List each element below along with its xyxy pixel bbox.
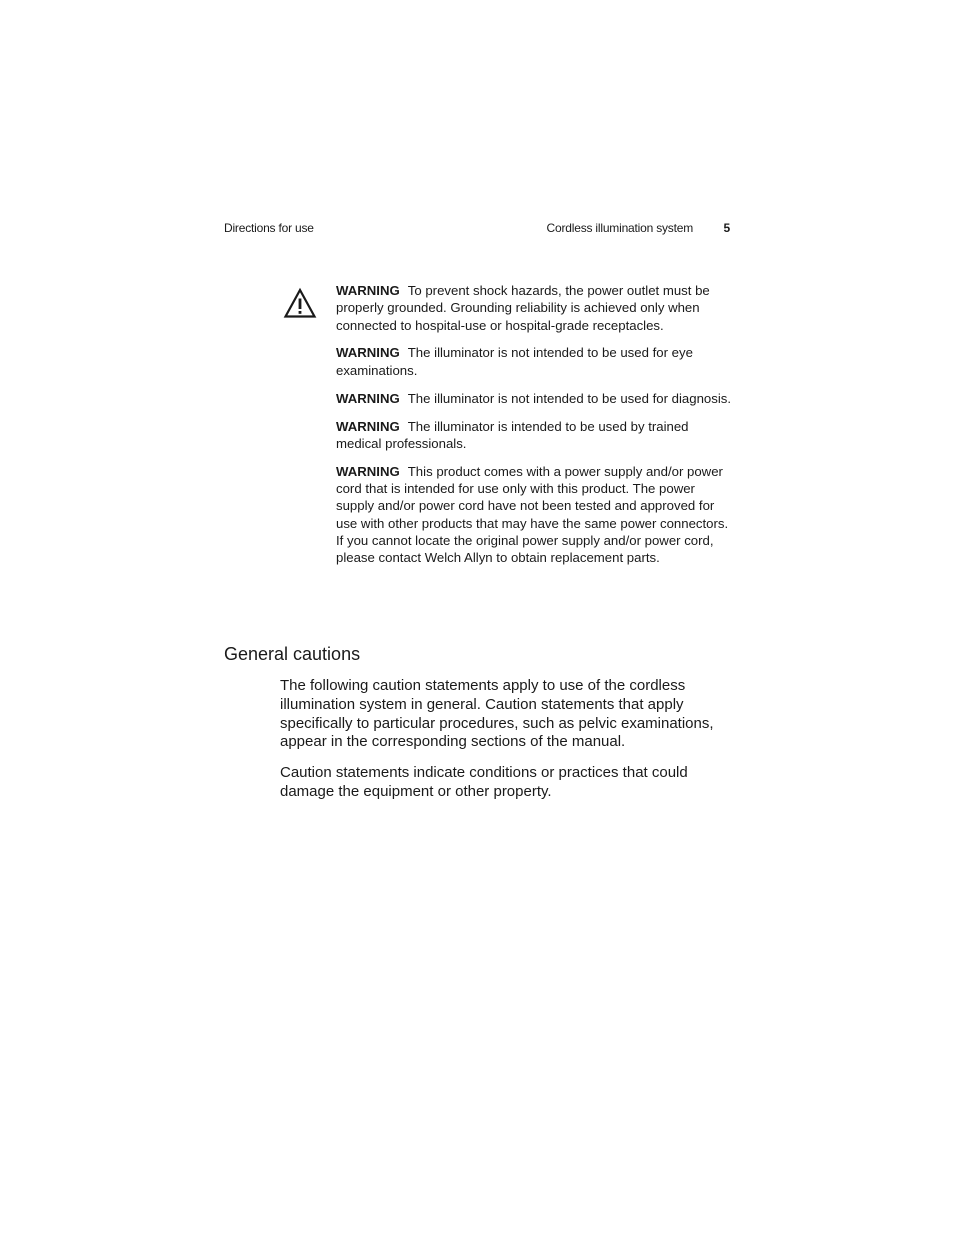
warning-label: WARNING: [336, 283, 400, 298]
section-heading: General cautions: [224, 644, 361, 664]
warning-label: WARNING: [336, 390, 400, 406]
running-header: [224, 221, 731, 239]
body-paragraph: Caution statements indicate conditions or practices that could damage the equipment or other property.: [280, 764, 688, 800]
warning-item: [336, 418, 732, 453]
warnings-list: [336, 282, 732, 577]
section-body: [280, 677, 735, 814]
document-title: Directions for use: [224, 221, 314, 235]
warning-triangle-icon: [283, 287, 317, 319]
warning-text: The illuminator is not intended to be used for diagnosis.: [407, 390, 732, 406]
warning-label: WARNING: [336, 463, 400, 479]
warning-item: [336, 390, 732, 407]
product-name: Cordless illumination system: [546, 221, 693, 235]
warning-label: WARNING: [336, 345, 400, 361]
warning-item: [336, 344, 732, 379]
page-number: 5: [723, 221, 730, 235]
warning-text: This product comes with a power supply and/or power cord that is intended for use only with this product. The power supply and/or power cord have not been tested and approved for use with other products that may have the same power connectors. If you cannot locate the original power supply and/or power cord, please contact Welch Allyn to obtain replacement parts.: [336, 463, 729, 566]
warning-text: To prevent shock hazards, the power outlet must be properly grounded. Grounding reliability is achieved only when connected to hospital-use or hospital-grade receptacles.: [336, 283, 710, 333]
warning-text: The illuminator is not intended to be used for eye examinations.: [336, 345, 693, 378]
warning-label: WARNING: [336, 418, 400, 434]
warning-item: [336, 282, 732, 334]
warning-item: [336, 463, 732, 567]
body-paragraph: The following caution statements apply to use of the cordless illumination system in general. Caution statements that apply specifically to particular procedures, such as pelvic examinations, appear in the corresponding sections of the manual.: [280, 677, 714, 751]
warning-text: The illuminator is intended to be used by trained medical professionals.: [336, 418, 689, 451]
